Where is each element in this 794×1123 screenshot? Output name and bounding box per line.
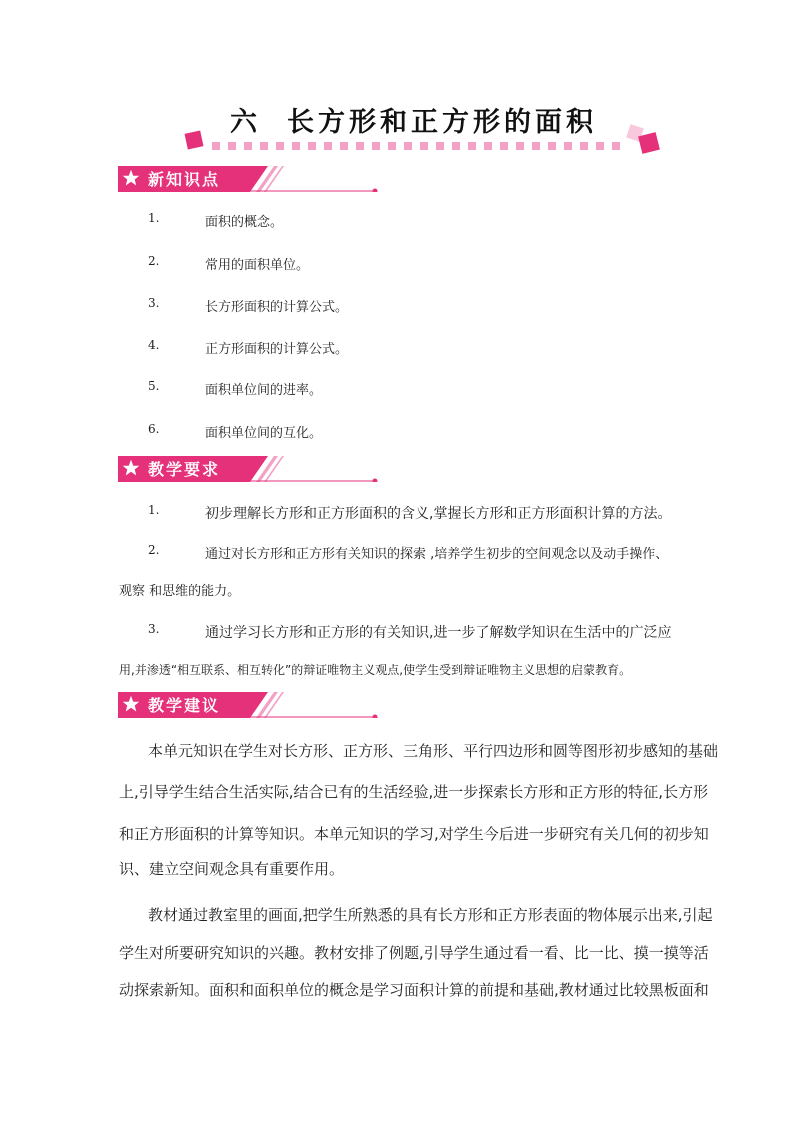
section-title: 教学要求 [148,460,221,479]
item-number: 4. [148,338,160,352]
chapter-number: 六 [230,107,261,138]
item-number: 2. [148,543,160,557]
paragraph-line: 教材通过教室里的画面,把学生所熟悉的具有长方形和正方形表面的物体展示出来,引起 [148,906,713,924]
chapter-name: 长方形和正方形的面积 [287,107,597,138]
item-number: 1. [148,503,160,517]
item-number: 3. [148,296,160,310]
item-number: 3. [148,622,160,636]
section-heading-teaching-suggestions [118,692,380,718]
paragraph-line: 识、建立空间观念具有重要作用。 [119,860,345,878]
item-text: 面积单位间的互化。 [205,426,323,441]
item-number: 1. [148,211,160,225]
item-text: 正方形面积的计算公式。 [205,342,349,357]
star-icon [122,695,140,713]
item-text: 长方形面积的计算公式。 [205,300,349,315]
section-title: 教学建议 [148,696,221,715]
star-icon [122,459,140,477]
item-number: 6. [148,422,160,436]
requirement-item-continuation: 用,并渗透“相互联系、相互转化”的辩证唯物主义观点,使学生受到辩证唯物主义思想的启蒙教育。 [119,663,632,677]
star-icon [122,169,140,187]
paragraph-line: 和正方形面积的计算等知识。本单元知识的学习,对学生今后进一步研究有关几何的初步知 [119,825,709,843]
paragraph-line: 上,引导学生结合生活实际,结合已有的生活经验,进一步探索长方形和正方形的特征,长方形 [119,783,709,801]
item-text: 通过对长方形和正方形有关知识的探索 ,培养学生初步的空间观念以及动手操作、 [205,547,669,562]
item-text: 初步理解长方形和正方形面积的含义,掌握长方形和正方形面积计算的方法。 [205,506,672,522]
item-number: 5. [148,379,160,393]
section-heading-teaching-requirements [118,456,380,482]
paragraph-line: 本单元知识在学生对长方形、正方形、三角形、平行四边形和圆等图形初步感知的基础 [148,742,719,760]
item-text: 面积的概念。 [205,215,284,230]
item-text: 常用的面积单位。 [205,258,310,273]
item-text: 通过学习长方形和正方形的有关知识,进一步了解数学知识在生活中的广泛应 [205,625,672,641]
item-text: 面积单位间的进率。 [205,383,323,398]
requirement-item-continuation: 观察 和思维的能力。 [119,584,241,599]
paragraph-line: 学生对所要研究知识的兴趣。教材安排了例题,引导学生通过看一看、比一比、摸一摸等活 [119,944,709,962]
section-heading-new-knowledge [118,166,380,192]
paragraph-line: 动探索新知。面积和面积单位的概念是学习面积计算的前提和基础,教材通过比较黑板面和 [119,981,709,999]
section-title: 新知识点 [148,170,221,189]
item-number: 2. [148,254,160,268]
chapter-title [170,96,670,156]
